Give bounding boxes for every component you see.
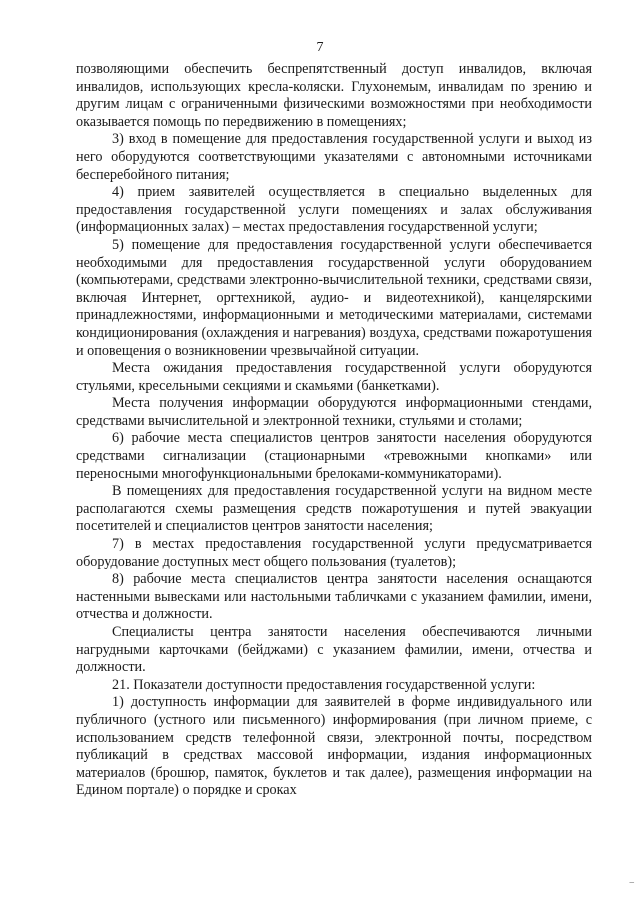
paragraph: 4) прием заявителей осуществляется в специально выделенных для предоставления государственной услуги помещениях и залах обслуживания (информационных залах) – местах предоставления государственной услуги;: [76, 184, 592, 236]
paragraph: 6) рабочие места специалистов центров занятости населения оборудуются средствами сигнализации (стационарными «тревожными кнопками» или переносными многофункциональными брелоками-коммуникаторами).: [76, 430, 592, 482]
paragraph: позволяющими обеспечить беспрепятственный доступ инвалидов, включая инвалидов, использующих кресла-коляски. Глухонемым, инвалидам по зрению и другим лицам с ограниченными физическими возможностями при необходимости оказывается помощь по передвижению в помещениях;: [76, 61, 592, 130]
document-body: [76, 61, 592, 800]
paragraph: 8) рабочие места специалистов центра занятости населения оснащаются настенными вывесками или настольными табличками с указанием фамилии, имени, отчества и должности.: [76, 571, 592, 623]
paragraph: 1) доступность информации для заявителей в форме индивидуального или публичного (устного или письменного) информирования (при личном приеме, с использованием средств телефонной связи, электронной почты, посредством публикаций в средствах массовой информации, издания информационных материалов (брошюр, памяток, буклетов и так далее), размещения информации на Едином портале) о порядке и сроках: [76, 694, 592, 799]
paragraph: 21. Показатели доступности предоставления государственной услуги:: [112, 676, 536, 693]
paragraph: Места ожидания предоставления государственной услуги оборудуются стульями, кресельными секциями и скамьями (банкетками).: [76, 360, 592, 394]
paragraph: 3) вход в помещение для предоставления государственной услуги и выход из него оборудуются соответствующими указателями с автономными источниками бесперебойного питания;: [76, 131, 592, 183]
paragraph: Специалисты центра занятости населения обеспечиваются личными нагрудными карточками (бейджами) с указанием фамилии, имени, отчества и должности.: [76, 624, 592, 676]
paragraph: В помещениях для предоставления государственной услуги на видном месте располагаются схемы размещения средств пожаротушения и путей эвакуации посетителей и специалистов центров занятости населения;: [76, 483, 592, 535]
paragraph: 7) в местах предоставления государственной услуги предусматривается оборудование доступных мест общего пользования (туалетов);: [76, 536, 592, 570]
page-number: 7: [316, 40, 324, 55]
margin-mark: –: [629, 877, 634, 887]
paragraph: 5) помещение для предоставления государственной услуги обеспечивается необходимыми для предоставления государственной услуги оборудованием (компьютерами, средствами электронно-вычислительной техники, средствами связи, включая Интернет, оргтехникой, аудио- и видеотехникой), канцелярскими принадлежностями, информационными и методическими материалами, системами кондиционирования (охлаждения и нагревания) воздуха, средствами пожаротушения и оповещения о возникновении чрезвычайной ситуации.: [76, 236, 592, 359]
paragraph: Места получения информации оборудуются информационными стендами, средствами вычислительной и электронной техники, стульями и столами;: [76, 395, 592, 429]
